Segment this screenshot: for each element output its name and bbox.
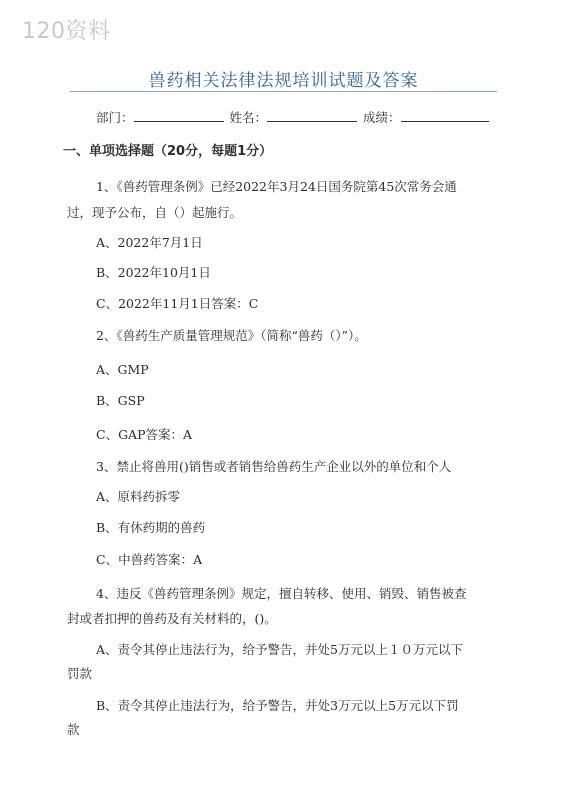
dept-label: 部门：	[96, 110, 134, 125]
question-3-option-b: B、有休药期的兽药	[96, 520, 206, 535]
dept-blank[interactable]	[134, 109, 224, 122]
question-2-option-b: B、GSP	[96, 393, 145, 408]
question-3-option-a: A、原料药拆零	[96, 489, 181, 504]
question-4-stem-cont: 封或者扣押的兽药及有关材料的，()。	[67, 611, 277, 626]
name-label: 姓名：	[229, 110, 268, 125]
question-4-option-b-cont: 款	[67, 722, 80, 737]
question-1-option-a: A、2022年7月1日	[96, 235, 203, 250]
question-4-option-b: B、责令其停止违法行为，给予警告，并处3万元以上5万元以下罚	[96, 698, 459, 713]
document-title: 兽药相关法律法规培训试题及答案	[148, 71, 419, 91]
question-4-stem: 4、违反《兽药管理条例》规定，擅自转移、使用、销毁、销售被查	[96, 586, 467, 601]
question-2-option-a: A、GMP	[96, 362, 149, 377]
question-1-stem-cont: 过，现予公布，自（）起施行。	[67, 205, 243, 220]
section-heading: 一、单项选择题（20分，每题1分）	[63, 144, 273, 159]
question-2-option-c: C、GAP答案：A	[96, 427, 193, 442]
question-3-option-c: C、中兽药答案：A	[96, 552, 203, 567]
question-3-stem: 3、禁止将兽用()销售或者销售给兽药生产企业以外的单位和个人	[96, 459, 452, 474]
question-1-stem: 1、《兽药管理条例》已经2022年3月24日国务院第45次常务会通	[96, 179, 457, 194]
watermark: 120资料	[22, 19, 111, 44]
name-blank[interactable]	[267, 109, 357, 122]
score-label: 成绩：	[363, 110, 401, 125]
info-fields	[96, 108, 491, 126]
question-4-option-a: A、责令其停止违法行为，给予警告，并处5万元以上１０万元以下	[96, 642, 463, 657]
question-4-option-a-cont: 罚款	[67, 666, 93, 681]
title-divider	[70, 91, 497, 92]
score-blank[interactable]	[401, 109, 489, 122]
question-1-option-b: B、2022年10月1日	[96, 265, 211, 280]
question-1-option-c: C、2022年11月1日答案：C	[96, 296, 259, 311]
question-2-stem: 2、《兽药生产质量管理规范》（简称“兽药（）”）。	[96, 328, 367, 343]
